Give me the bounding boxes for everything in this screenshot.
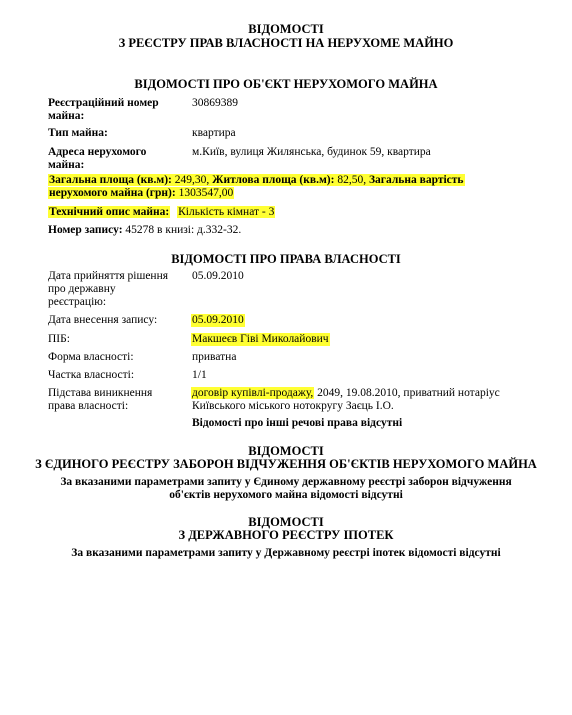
basis-value-highlight: договір купівлі-продажу, <box>192 387 314 399</box>
basis-value-line2: Київського міського нотокругу Заєць І.О. <box>192 400 394 412</box>
ownership-form-label: Форма власності: <box>48 351 134 363</box>
total-cost-label-part2: нерухомого майна (грн): <box>49 187 176 199</box>
section3-title-line1: ВІДОМОСТІ <box>248 444 324 458</box>
section4-title-line2: З ДЕРЖАВНОГО РЕЄСТРУ ІПОТЕК <box>178 528 394 542</box>
ownership-form-value: приватна <box>192 351 237 363</box>
section3-text-line1: За вказаними параметрами запиту у Єдиному державному реєстрі заборон відчуження <box>60 476 512 488</box>
property-type-label: Тип майна: <box>48 127 108 139</box>
area-line: Загальна площа (кв.м): 249,30, Житлова площа (кв.м): 82,50, Загальна вартість <box>49 174 464 186</box>
record-value: 45278 в книзі: д.332-32. <box>125 224 242 236</box>
other-rights: Відомості про інші речові права відсутні <box>192 417 403 429</box>
basis-value-rest: 2049, 19.08.2010, приватний нотаріус <box>314 387 500 399</box>
cost-line <box>48 187 234 200</box>
total-area-value: 249,30 <box>174 174 207 186</box>
basis-value-line1 <box>191 387 500 400</box>
reg-number-value: 30869389 <box>192 97 238 109</box>
total-area-label: Загальна площа (кв.м): <box>49 174 172 186</box>
section1-subtitle: ВІДОМОСТІ ПРО ОБ'ЄКТ НЕРУХОМОГО МАЙНА <box>134 77 438 91</box>
tech-desc-value: Кількість кімнат - 3 <box>178 206 275 218</box>
address-label: Адреса нерухомого майна: <box>48 146 147 171</box>
decision-date-value: 05.09.2010 <box>192 270 244 282</box>
living-area-value: 82,50 <box>337 174 364 186</box>
entry-date-label: Дата внесення запису: <box>48 314 158 326</box>
name-label: ПІБ: <box>48 333 70 345</box>
section4-title-line1: ВІДОМОСТІ <box>248 515 324 529</box>
property-type-value: квартира <box>192 127 236 139</box>
section4-text: За вказаними параметрами запиту у Державному реєстрі іпотек відомості відсутні <box>71 547 501 559</box>
section1-title-line2: З РЕЄСТРУ ПРАВ ВЛАСНОСТІ НА НЕРУХОМЕ МАЙНО <box>118 36 454 50</box>
section1-title-line1: ВІДОМОСТІ <box>248 22 324 36</box>
living-area-label: Житлова площа (кв.м): <box>212 174 335 186</box>
tech-desc-line <box>48 206 275 219</box>
section3-text-line2: об'єктів нерухомого майна відомості відсутні <box>169 489 403 501</box>
reg-number-label: Реєстраційний номер майна: <box>48 97 159 122</box>
total-cost-label-part: Загальна вартість <box>368 174 464 186</box>
entry-date-value: 05.09.2010 <box>192 314 244 326</box>
decision-date-label: Дата прийняття рішення про державну реєстрацію: <box>48 270 169 308</box>
tech-desc-label: Технічний опис майна: <box>49 206 170 218</box>
record-line <box>48 224 241 237</box>
share-value: 1/1 <box>192 369 207 381</box>
address-value: м.Київ, вулиця Жилянська, будинок 59, квартира <box>192 146 431 158</box>
record-label: Номер запису: <box>48 224 123 236</box>
share-label: Частка власності: <box>48 369 135 381</box>
total-cost-value: 1303547,00 <box>178 187 234 199</box>
section3-title-line2: З ЄДИНОГО РЕЄСТРУ ЗАБОРОН ВІДЧУЖЕННЯ ОБ'ЄКТІВ НЕРУХОМОГО МАЙНА <box>35 457 537 471</box>
basis-label: Підстава виникнення права власності: <box>48 387 153 412</box>
section2-title: ВІДОМОСТІ ПРО ПРАВА ВЛАСНОСТІ <box>171 252 401 266</box>
name-value: Макшеєв Гіві Миколайович <box>192 333 329 345</box>
